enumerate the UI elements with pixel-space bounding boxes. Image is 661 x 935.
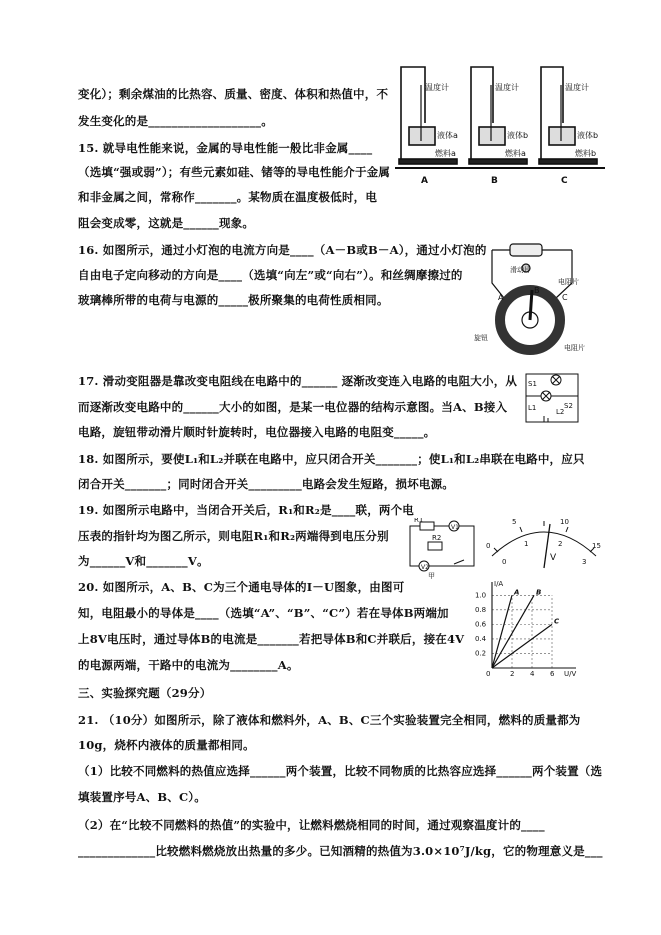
ring-label-bottom: 电阻片 xyxy=(564,344,585,352)
series-label-a: A xyxy=(514,588,520,597)
text-line: 变化）；剩余煤油的比热容、质量、密度、体积和热值中，不 xyxy=(78,87,389,101)
caption-b: B xyxy=(491,176,498,186)
text-line: 而逐渐改变电路中的______大小的如图，是某一电位器的结构示意图。当A、B接入 xyxy=(78,400,508,414)
switch-s2: S2 xyxy=(564,402,573,410)
question-19: 19. 如图所示电路中，当闭合开关后，R₁和R₂是____联，两个电 xyxy=(78,503,414,517)
series-line-a xyxy=(492,595,512,668)
y-tick-label: 0.6 xyxy=(475,620,487,629)
voltmeter-v2: V2 xyxy=(421,564,429,571)
x-tick-label: 4 xyxy=(530,670,535,678)
caption-c: C xyxy=(561,176,568,186)
question-15: 15. 就导电性能来说，金属的导电性能一般比非金属____ xyxy=(78,141,373,155)
x-tick-label: 6 xyxy=(550,670,555,678)
dial-inner-0: 0 xyxy=(502,558,507,566)
terminal-b: B xyxy=(534,286,540,295)
dial-outer-zero: 0 xyxy=(486,542,491,550)
dial-unit: V xyxy=(550,553,557,563)
fuel-label: 燃料a xyxy=(505,149,526,158)
text-line: 电路，旋钮带动滑片顺时针旋转时，电位器接入电路的电阻变_____。 xyxy=(78,425,436,439)
text-line: _____________比较燃料燃烧放出热量的多少。已知酒精的热值为3.0×10⁷J/kg，它的物理意义是___ xyxy=(78,844,603,858)
text-line: 发生变化的是___________________。 xyxy=(78,114,273,128)
text-line: （1）比较不同燃料的热值应选择______两个装置，比较不同物质的比热容应选择______两个装置（选 xyxy=(78,764,603,778)
question-21: 21. （10分）如图所示，除了液体和燃料外，A、B、C三个实验装置完全相同，燃料的质量都为 xyxy=(78,713,581,727)
resistor-r1: R1 xyxy=(414,518,424,524)
text-line: 上8V电压时，通过导体B的电流是_______若把导体B和C并联后，接在4V xyxy=(78,632,465,646)
text-line: 玻璃棒所带的电荷与电源的_____极所聚集的电荷性质相同。 xyxy=(78,293,389,307)
slider-label: 滑动片 xyxy=(510,266,531,274)
knob-label: 旋钮 xyxy=(474,334,488,342)
liquid-label: 液体a xyxy=(437,131,458,140)
series-label-b: B xyxy=(536,588,542,597)
text-line: 知，电阻最小的导体是____（选填“A”、“B”、“C”）若在导体B两端加 xyxy=(78,606,449,620)
dial-tick-15: 15 xyxy=(592,542,601,550)
text-line: 自由电子定向移动的方向是____（选填“向左”或“向右”）。和丝绸摩擦过的 xyxy=(78,268,463,282)
liquid-label: 液体b xyxy=(577,131,599,140)
origin-label: 0 xyxy=(486,670,491,678)
question-20: 20. 如图所示，A、B、C为三个通电导体的I－U图象，由图可 xyxy=(78,580,405,594)
thermometer-label: 温度计 xyxy=(565,83,589,92)
liquid-label: 液体b xyxy=(507,131,529,140)
text-line: 10g，烧杯内液体的质量都相同。 xyxy=(78,738,255,752)
series-label-c: C xyxy=(554,617,560,626)
series-line-c xyxy=(492,624,552,668)
thermometer-label: 温度计 xyxy=(495,83,519,92)
lamp-l1: L1 xyxy=(528,404,537,412)
text-line: 填装置序号A、B、C）。 xyxy=(78,790,206,804)
fuel-label: 燃料b xyxy=(575,149,597,158)
text-line: 为______V和_______V。 xyxy=(78,554,209,568)
y-tick-label: 0.8 xyxy=(475,605,487,614)
text-line: 压表的指针均为图乙所示，则电阻R₁和R₂两端得到电压分别 xyxy=(78,529,389,543)
circuit-q19-figure xyxy=(402,518,482,580)
dial-inner-2: 2 xyxy=(558,540,563,548)
switch-s1: S1 xyxy=(528,380,537,388)
figure-caption-jia: 甲 xyxy=(428,572,435,580)
y-tick-label: 1.0 xyxy=(475,591,487,600)
fuel-label: 燃料a xyxy=(435,149,456,158)
resistor-r2: R2 xyxy=(432,534,442,542)
circuit-q18-figure xyxy=(520,370,584,428)
question-16: 16. 如图所示，通过小灯泡的电流方向是____（A－B或B－A），通过小灯泡的 xyxy=(78,243,487,257)
potentiometer-figure xyxy=(472,238,592,358)
dial-inner-3: 3 xyxy=(582,558,587,566)
dial-inner-1: 1 xyxy=(524,540,529,548)
voltmeter-dial-figure xyxy=(484,512,604,574)
thermometer-label: 温度计 xyxy=(425,83,449,92)
question-18: 18. 如图所示，要使L₁和L₂并联在电路中，应只闭合开关_______；使L₁和L₂串联在电路中，应只 xyxy=(78,452,585,466)
section-heading: 三、实验探究题（29分） xyxy=(78,686,212,700)
y-axis-label: I/A xyxy=(494,580,504,588)
text-line: 阻会变成零，这就是______现象。 xyxy=(78,216,255,230)
text-line: 和非金属之间，常称作_______。某物质在温度极低时，电 xyxy=(78,190,378,204)
iu-chart xyxy=(470,578,580,680)
caption-a: A xyxy=(421,176,428,186)
text-line: 的电源两端，干路中的电流为________A。 xyxy=(78,658,299,672)
text-line: （选填“强或弱”）；有些元素如硅、锗等的导电性能介于金属 xyxy=(78,165,391,179)
dial-tick-10: 10 xyxy=(560,518,569,526)
question-17: 17. 滑动变阻器是靠改变电阻线在电路中的______ 逐渐改变连入电路的电阻大小，从 xyxy=(78,374,518,388)
heat-experiment-figure xyxy=(395,55,605,190)
ring-label: 电阻片 xyxy=(558,278,579,286)
dial-tick-5: 5 xyxy=(512,518,517,526)
y-tick-label: 0.2 xyxy=(475,649,487,658)
terminal-c: C xyxy=(562,293,568,302)
x-axis-label: U/V xyxy=(564,670,577,678)
y-tick-label: 0.4 xyxy=(475,634,487,643)
voltmeter-v1: V1 xyxy=(451,524,459,531)
text-line: 闭合开关_______；同时闭合开关_________电路会发生短路，损坏电源。 xyxy=(78,477,454,491)
x-tick-label: 2 xyxy=(510,670,515,678)
text-line: （2）在“比较不同燃料的热值”的实验中，让燃料燃烧相同的时间，通过观察温度计的____ xyxy=(78,818,545,832)
terminal-a: A xyxy=(498,293,504,302)
lamp-l2: L2 xyxy=(556,408,565,416)
series-line-b xyxy=(492,595,534,668)
